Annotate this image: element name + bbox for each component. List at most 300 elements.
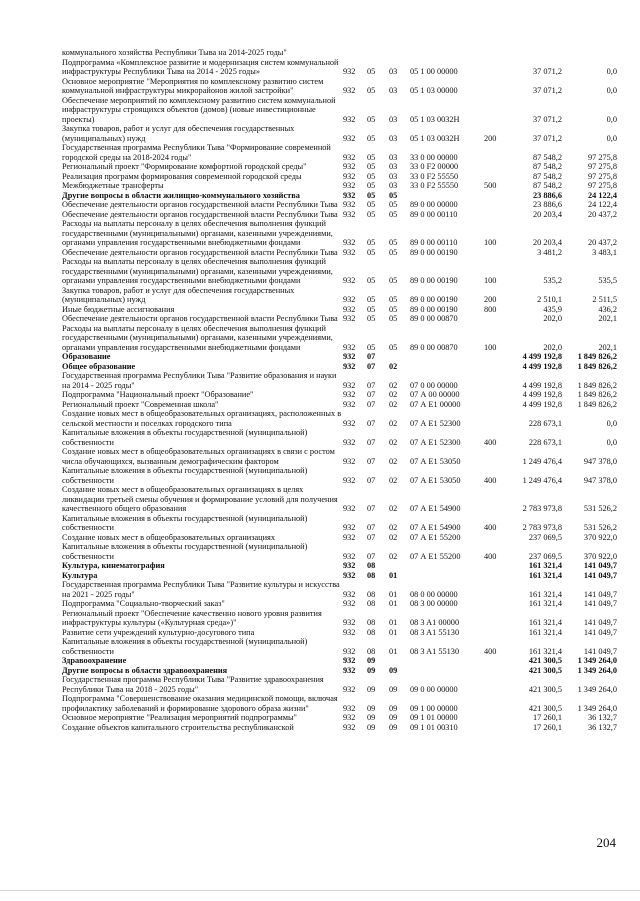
subsection-code [389, 561, 410, 571]
row-name: Основное мероприятие "Реализация мероприятий подпрограммы" [62, 713, 297, 722]
amount-year-2: 36 132,7 [587, 722, 617, 732]
amount-year-2: 0,0 [606, 114, 617, 124]
target-article-code [410, 48, 484, 58]
amount-year-2: 141 049,7 [583, 561, 617, 570]
dept-code: 932 [343, 342, 356, 352]
expense-type-code: 400 [484, 437, 497, 447]
table-row [62, 352, 617, 362]
dept-code: 932 [343, 656, 356, 665]
amount-year-2: 3 483,1 [592, 247, 617, 257]
target-article-code: 07 А E1 54900 [410, 504, 461, 513]
section-code: 05 [367, 238, 376, 247]
amount-year-2: 141 049,7 [583, 627, 617, 637]
dept-code: 932 [343, 570, 356, 580]
amount-year-1: 37 071,2 [532, 86, 562, 95]
subsection-code: 03 [389, 133, 398, 143]
table-row [62, 181, 617, 191]
dept-code: 932 [343, 162, 356, 171]
expense-type-code [484, 172, 507, 182]
row-name: Создание объектов капитального строительства республиканской [62, 722, 294, 732]
expense-type-code [484, 352, 507, 362]
dept-code: 932 [343, 456, 356, 466]
row-name: Капитальные вложения в объекты государственной (муниципальной) собственности [62, 428, 308, 447]
subsection-code: 05 [389, 342, 398, 352]
row-name: Обеспечение деятельности органов государственной власти Республики Тыва [62, 314, 338, 323]
expense-type-code: 800 [484, 304, 497, 314]
dept-code: 932 [343, 551, 356, 561]
table-row [62, 485, 617, 514]
target-article-code: 07 А E1 53050 [410, 456, 461, 466]
section-code: 07 [367, 399, 376, 409]
expense-type-code: 100 [484, 238, 497, 247]
section-code: 07 [367, 475, 376, 485]
dept-code: 932 [343, 238, 356, 247]
target-article-code: 33 0 F2 55550 [410, 171, 459, 181]
subsection-code [389, 48, 410, 58]
table-row [62, 599, 617, 609]
expense-type-code [484, 314, 507, 324]
subsection-code: 02 [389, 504, 398, 513]
amount-year-2: 97 275,8 [587, 171, 617, 181]
row-name: Здравоохранение [62, 656, 127, 665]
expense-type-code [484, 561, 507, 571]
row-name: Закупка товаров, работ и услуг для обеспечения государственных (муниципальных) нужд [62, 124, 295, 143]
table-row [62, 371, 617, 390]
section-code: 05 [367, 342, 376, 352]
table-row [62, 447, 617, 466]
dept-code: 932 [343, 314, 356, 323]
row-name: Подпрограмма "Социально-творческий заказ" [62, 599, 225, 608]
subsection-code: 01 [389, 599, 398, 608]
row-name: Создание новых мест в общеобразовательных организациях в целях ликвидации третьей смены обучения и формирование условий для получения качественного общего образования [62, 485, 338, 513]
expense-type-code [484, 210, 507, 220]
expense-type-code [484, 580, 507, 599]
expense-type-code [484, 96, 507, 125]
target-article-code: 89 0 00 00190 [410, 304, 458, 314]
row-name: Региональный проект "Современная школа" [62, 399, 219, 409]
subsection-code: 09 [389, 713, 398, 722]
dept-code: 932 [343, 209, 356, 219]
expense-type-code [484, 162, 507, 172]
expense-type-code [484, 362, 507, 372]
table-row [62, 191, 617, 201]
target-article-code: 07 А E1 53050 [410, 475, 461, 485]
expense-type-code: 100 [484, 276, 497, 285]
amount-year-2: 0,0 [606, 437, 617, 447]
table-row [62, 409, 617, 428]
section-code: 05 [367, 67, 376, 76]
row-name: Расходы на выплаты персоналу в целях обеспечения выполнения функций государственными (муниципальными) органами, казенными учреждениями, органами управления государственными внебюджетными фондами [62, 257, 333, 285]
target-article-code: 07 А E1 52300 [410, 437, 461, 447]
dept-code: 932 [343, 171, 356, 181]
subsection-code: 03 [389, 114, 398, 124]
table-row [62, 200, 617, 210]
expense-type-code: 400 [484, 551, 497, 561]
table-row [62, 580, 617, 599]
section-code: 07 [367, 523, 376, 532]
amount-year-2: 1 849 826,2 [577, 361, 617, 371]
section-code: 09 [367, 656, 376, 665]
section-code: 05 [367, 171, 376, 181]
subsection-code: 05 [389, 238, 398, 247]
amount-year-1: 202,0 [543, 342, 562, 352]
amount-year-1: 87 548,2 [532, 171, 562, 181]
expense-type-code [484, 656, 507, 666]
subsection-code: 05 [389, 200, 398, 209]
table-row [62, 362, 617, 372]
dept-code: 932 [343, 304, 356, 314]
dept-code: 932 [343, 114, 356, 124]
amount-year-1: 87 548,2 [532, 152, 562, 162]
amount-year-2: 0,0 [606, 133, 617, 143]
subsection-code: 05 [389, 304, 398, 314]
row-name: Подпрограмма "Совершенствование оказания медицинской помощи, включая профилактику заболеваний и формирование здорового образа жизни" [62, 694, 338, 713]
amount-year-2: 97 275,8 [587, 181, 617, 190]
section-code: 09 [367, 703, 376, 713]
row-name: Государственная программа Республики Тыва "Формирование современной городской среды на 2018-2024 годы" [62, 143, 331, 162]
dept-code: 932 [343, 133, 356, 143]
section-code: 07 [367, 437, 376, 447]
amount-year-2: 97 275,8 [587, 152, 617, 162]
section-code: 08 [367, 570, 376, 580]
amount-year-1: 421 300,5 [528, 656, 562, 665]
amount-year-2: 1 349 264,0 [577, 656, 617, 665]
amount-year-1: 4 499 192,8 [522, 390, 562, 399]
table-row [62, 172, 617, 182]
subsection-code: 09 [389, 722, 398, 732]
target-article-code: 08 3 A1 00000 [410, 618, 460, 627]
row-name: Реализация программ формирования современной городской среды [62, 171, 302, 181]
amount-year-1: 421 300,5 [528, 703, 562, 713]
subsection-code: 05 [389, 295, 398, 304]
amount-year-2: 1 349 264,0 [577, 684, 617, 694]
section-code: 05 [367, 209, 376, 219]
subsection-code [389, 656, 410, 666]
section-code: 05 [367, 276, 376, 285]
section-code: 08 [367, 627, 376, 637]
target-article-code [410, 352, 484, 362]
target-article-code: 07 0 00 00000 [410, 380, 458, 390]
table-row [62, 533, 617, 543]
expense-type-code [484, 694, 507, 713]
amount-year-1: 2 783 973,8 [522, 504, 562, 513]
amount-year-2: 370 922,0 [583, 551, 617, 561]
target-article-code: 89 0 00 00190 [410, 247, 458, 257]
table-row [62, 58, 617, 77]
expense-type-code [484, 143, 507, 162]
amount-year-1: 161 321,4 [528, 599, 562, 608]
target-article-code: 07 А E1 00000 [410, 399, 461, 409]
section-code: 08 [367, 599, 376, 608]
target-article-code: 09 1 00 00000 [410, 703, 458, 713]
expense-type-code [484, 723, 507, 733]
table-row [62, 628, 617, 638]
table-row [62, 571, 617, 581]
target-article-code: 05 1 03 00000 [410, 86, 458, 95]
target-article-code: 33 0 00 00000 [410, 152, 458, 162]
amount-year-1: 37 071,2 [532, 133, 562, 143]
target-article-code: 08 3 00 00000 [410, 599, 458, 608]
amount-year-1: 228 673,1 [528, 418, 562, 428]
expense-type-code [484, 371, 507, 390]
target-article-code: 09 1 01 00310 [410, 722, 458, 732]
row-name: Обеспечение мероприятий по комплексному развитию систем коммунальной инфраструктуры строящихся объектов (домов) (новые инвестиционные проекты) [62, 95, 336, 124]
amount-year-2: 947 378,0 [583, 475, 617, 485]
row-name: Иные бюджетные ассигнования [62, 304, 175, 314]
expense-type-code [484, 571, 507, 581]
table-row [62, 286, 617, 305]
target-article-code: 89 0 00 00110 [410, 238, 458, 247]
table-row [62, 723, 617, 733]
target-article-code [410, 656, 484, 666]
amount-year-1: 161 321,4 [528, 561, 562, 570]
amount-year-1: 237 069,5 [528, 532, 562, 542]
subsection-code: 01 [389, 618, 398, 627]
table-row [62, 466, 617, 485]
section-code: 09 [367, 722, 376, 732]
amount-year-2: 141 049,7 [583, 618, 617, 627]
amount-year-2: 1 849 826,2 [577, 399, 617, 409]
dept-code: 932 [343, 86, 356, 95]
table-body [62, 48, 617, 732]
row-name: коммунального хозяйства Республики Тыва на 2014-2025 годы" [62, 48, 287, 57]
table-row [62, 609, 617, 628]
expense-type-code [484, 713, 507, 723]
amount-year-2: 24 122,4 [587, 190, 617, 200]
subsection-code: 03 [389, 152, 398, 162]
table-row [62, 656, 617, 666]
dept-code: 932 [343, 295, 356, 304]
row-name: Региональный проект "Формирование комфортной городской среды" [62, 162, 307, 171]
table-row [62, 257, 617, 286]
row-name: Основное мероприятие "Мероприятия по комплексному развитию систем коммунальной инфраструктуры микрорайонов жилой застройки" [62, 76, 324, 95]
amount-year-1: 23 886,6 [532, 200, 562, 209]
dept-code: 932 [343, 390, 356, 399]
table-row [62, 314, 617, 324]
section-code [367, 48, 389, 58]
section-code: 05 [367, 162, 376, 171]
section-code: 07 [367, 456, 376, 466]
amount-year-1: 17 260,1 [532, 713, 562, 722]
table-row [62, 637, 617, 656]
table-row [62, 77, 617, 96]
subsection-code: 02 [389, 399, 398, 409]
section-code: 05 [367, 190, 376, 200]
amount-year-1: 3 481,2 [537, 247, 562, 257]
row-name: Культура [62, 570, 98, 580]
amount-year-1: 2 783 973,8 [522, 523, 562, 532]
subsection-code: 01 [389, 589, 398, 599]
expense-type-code [484, 191, 507, 201]
table-row [62, 675, 617, 694]
subsection-code: 05 [389, 190, 398, 200]
target-article-code: 89 0 00 00870 [410, 314, 458, 323]
table-row [62, 713, 617, 723]
expense-type-code: 200 [484, 133, 497, 143]
target-article-code: 89 0 00 00110 [410, 209, 458, 219]
target-article-code [410, 561, 484, 571]
amount-year-1: 1 249 476,4 [522, 475, 562, 485]
row-name: Создание новых мест в общеобразовательных организациях, расположенных в сельской местности и поселках городского типа [62, 409, 342, 428]
amount-year-2 [562, 48, 617, 58]
dept-code: 932 [343, 627, 356, 637]
section-code: 09 [367, 665, 376, 675]
section-code: 09 [367, 684, 376, 694]
dept-code: 932 [343, 589, 356, 599]
dept-code: 932 [343, 352, 356, 361]
amount-year-2: 24 122,4 [587, 200, 617, 209]
subsection-code: 02 [389, 380, 398, 390]
dept-code: 932 [343, 361, 356, 371]
table-row [62, 143, 617, 162]
subsection-code: 05 [389, 276, 398, 285]
section-code: 07 [367, 352, 376, 361]
amount-year-1: 237 069,5 [528, 551, 562, 561]
row-name: Создание новых мест в общеобразовательных организациях [62, 532, 276, 542]
expense-type-code [484, 400, 507, 410]
subsection-code: 02 [389, 551, 398, 561]
dept-code: 932 [343, 646, 356, 656]
dept-code: 932 [343, 665, 356, 675]
amount-year-2: 1 849 826,2 [577, 380, 617, 390]
target-article-code: 33 0 F2 00000 [410, 162, 459, 171]
subsection-code: 02 [389, 475, 398, 485]
dept-code: 932 [343, 722, 356, 732]
dept-code: 932 [343, 380, 356, 390]
amount-year-2: 0,0 [606, 67, 617, 76]
row-name: Расходы на выплаты персоналу в целях обеспечения выполнения функций государственными (муниципальными) органами, казенными учреждениями, органами управления государственными внебюджетными фондами [62, 219, 333, 247]
target-article-code: 07 А E1 55200 [410, 551, 461, 561]
expense-type-code [484, 248, 507, 258]
subsection-code: 09 [389, 665, 398, 675]
amount-year-1: 202,0 [543, 314, 562, 323]
expense-type-code [484, 48, 507, 58]
row-name: Обеспечение деятельности органов государственной власти Республики Тыва [62, 200, 338, 209]
amount-year-2: 202,1 [598, 314, 617, 323]
dept-code [343, 48, 367, 58]
target-article-code [410, 191, 484, 201]
expense-type-code [484, 675, 507, 694]
dept-code: 932 [343, 504, 356, 513]
expense-type-code [484, 533, 507, 543]
table-row [62, 305, 617, 315]
dept-code: 932 [343, 703, 356, 713]
table-row [62, 514, 617, 533]
table-row [62, 400, 617, 410]
amount-year-2: 531 526,2 [583, 523, 617, 532]
row-name: Подпрограмма «Комплексное развитие и модернизация систем коммунальной инфраструктуры Республики Тыва на 2014 - 2025 годы» [62, 57, 339, 76]
section-code: 07 [367, 532, 376, 542]
dept-code: 932 [343, 561, 356, 570]
row-name: Региональный проект "Обеспечение качественно нового уровня развития инфраструктуры культуры («Культурная среда»)" [62, 608, 322, 627]
subsection-code: 01 [389, 570, 398, 580]
target-article-code: 05 1 03 0032Н [410, 133, 460, 143]
subsection-code: 03 [389, 67, 398, 76]
amount-year-2: 1 849 826,2 [577, 390, 617, 399]
amount-year-2: 20 437,2 [587, 238, 617, 247]
dept-code: 932 [343, 618, 356, 627]
row-name: Закупка товаров, работ и услуг для обеспечения государственных (муниципальных) нужд [62, 285, 295, 304]
target-article-code: 89 0 00 00870 [410, 342, 458, 352]
amount-year-1: 4 499 192,8 [522, 399, 562, 409]
dept-code: 932 [343, 532, 356, 542]
dept-code: 932 [343, 523, 356, 532]
amount-year-1: 87 548,2 [532, 162, 562, 171]
amount-year-1: 37 071,2 [532, 67, 562, 76]
target-article-code: 89 0 00 00190 [410, 295, 458, 304]
target-article-code: 07 А E1 52300 [410, 418, 461, 428]
expense-type-code [484, 58, 507, 77]
amount-year-1: 161 321,4 [528, 570, 562, 580]
target-article-code: 07 А E1 54900 [410, 523, 461, 532]
amount-year-2: 436,2 [598, 304, 617, 314]
amount-year-1: 87 548,2 [532, 181, 562, 190]
amount-year-2: 947 378,0 [583, 456, 617, 466]
target-article-code: 08 3 A1 55130 [410, 627, 460, 637]
subsection-code: 02 [389, 532, 398, 542]
section-code: 05 [367, 181, 376, 190]
amount-year-1: 17 260,1 [532, 722, 562, 732]
subsection-code: 09 [389, 703, 398, 713]
expense-type-code [484, 609, 507, 628]
target-article-code: 08 0 00 00000 [410, 589, 458, 599]
row-name: Капитальные вложения в объекты государственной (муниципальной) собственности [62, 513, 308, 532]
amount-year-1: 1 249 476,4 [522, 456, 562, 466]
target-article-code: 09 1 01 00000 [410, 713, 458, 722]
expense-type-code [484, 447, 507, 466]
section-code: 05 [367, 295, 376, 304]
dept-code: 932 [343, 190, 356, 200]
expense-type-code: 400 [484, 475, 497, 485]
section-code: 05 [367, 86, 376, 95]
expense-type-code [484, 485, 507, 514]
expense-type-code [484, 390, 507, 400]
subsection-code: 03 [389, 171, 398, 181]
target-article-code: 05 1 00 00000 [410, 67, 458, 76]
expense-type-code: 200 [484, 295, 497, 304]
table-row [62, 542, 617, 561]
target-article-code [410, 362, 484, 372]
target-article-code: 05 1 03 0032Н [410, 114, 460, 124]
section-code: 07 [367, 504, 376, 513]
subsection-code: 05 [389, 247, 398, 257]
row-name: Культура, кинематография [62, 561, 165, 570]
row-name: Общее образование [62, 361, 136, 371]
amount-year-2: 20 437,2 [587, 209, 617, 219]
row-name: Другие вопросы в области здравоохранения [62, 665, 228, 675]
dept-code: 932 [343, 475, 356, 485]
target-article-code: 33 0 F2 55550 [410, 181, 459, 190]
amount-year-2: 370 922,0 [583, 532, 617, 542]
target-article-code: 08 3 A1 55130 [410, 646, 460, 656]
expense-type-code [484, 599, 507, 609]
dept-code: 932 [343, 276, 356, 285]
dept-code: 932 [343, 418, 356, 428]
budget-table [62, 48, 617, 732]
amount-year-2: 1 849 826,2 [577, 352, 617, 361]
subsection-code: 03 [389, 181, 398, 190]
section-code: 05 [367, 152, 376, 162]
amount-year-1: 4 499 192,8 [522, 352, 562, 361]
row-name: Развитие сети учреждений культурно-досугового типа [62, 627, 255, 637]
target-article-code: 89 0 00 00000 [410, 200, 458, 209]
section-code: 05 [367, 247, 376, 257]
section-code: 08 [367, 561, 376, 570]
amount-year-1: 2 510,1 [537, 295, 562, 304]
subsection-code: 09 [389, 684, 398, 694]
section-code: 07 [367, 380, 376, 390]
expense-type-code: 400 [484, 646, 497, 656]
